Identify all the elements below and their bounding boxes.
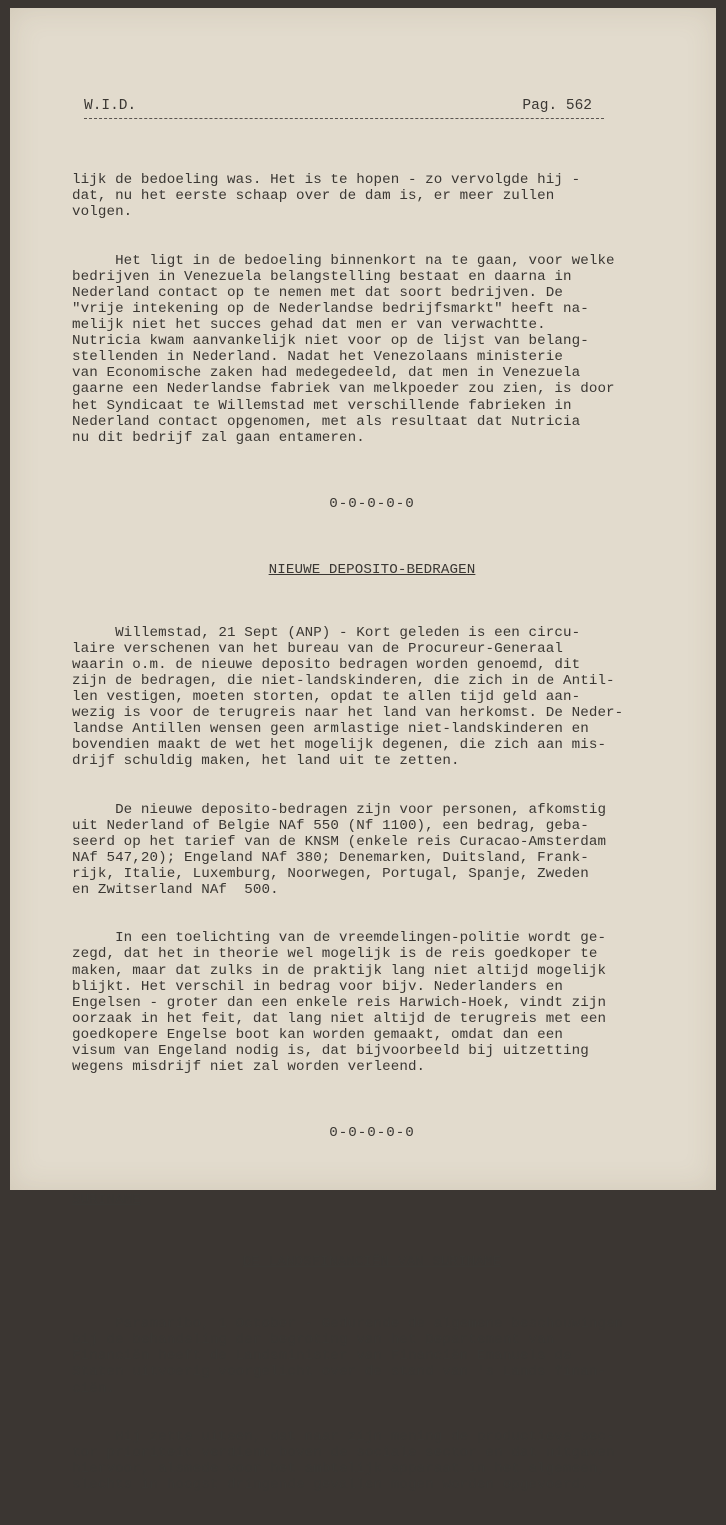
- document-page: [10, 8, 716, 1494]
- header-publication: W.I.D.: [84, 98, 137, 114]
- section-heading-suriname: SURINAME: [72, 1191, 141, 1208]
- header-rule: [84, 118, 604, 119]
- document-body: [72, 140, 672, 1525]
- article-heading-landsfinancien: DE LANDSFINANCIËN VAN SURINAME: [242, 1253, 502, 1270]
- paragraph-continuation: lijk de bedoeling was. Het is te hopen - zo vervolgde hij - dat, nu het eerste schaap over de dam is, er meer zullen volgen.: [72, 172, 581, 221]
- paragraph-deposito-amounts: De nieuwe deposito-bedragen zijn voor personen, afkomstig uit Nederland of Belgie NAf 550 (Nf 1100), een bedrag, geba- seerd op het tarief van de KNSM (enkele reis Curacao-Amsterdam NAf 547,20); Engeland NAf 380; Denemarken, Duitsland, Frank- rijk, Italie, Luxemburg, Noorwegen, Portugal, Spanje, Zweden en Zwitserland NAf 500.: [72, 801, 607, 899]
- separator: 0-0-0-0-0: [329, 495, 415, 512]
- separator: 0-0-0-0-0: [329, 1125, 415, 1142]
- paragraph-deposito-explanation: In een toelichting van de vreemdelingen-politie wordt ge- zegd, dat het in theorie wel mogelijk is de reis goedkoper te maken, maar dat zulks in de praktijk lang niet altijd mogelijk blijkt. Het verschil in bedrag voor bijv. Nederlanders en Engelsen - groter dan een enkele reis Harwich-Hoek, vindt zijn oorzaak in het feit, dat lang niet altijd de terugreis met een goedkopere Engelse boot kan worden gemaakt, omdat dan een visum van Engeland nodig is, dat bijvoorbeeld bij uitzetting wegens misdrijf niet zal worden verleend.: [72, 930, 607, 1076]
- header-page-number: Pag. 562: [522, 98, 592, 114]
- page-header: [84, 98, 604, 122]
- paragraph-deposito-intro: Willemstad, 21 Sept (ANP) - Kort geleden is een circu- laire verschenen van het bureau van de Procureur-Generaal waarin o.m. de nieuwe deposito bedragen worden genoemd, dit zijn de bedragen, die niet-landskinderen, die zich in de Antil- len vestigen, moeten storten, opdat te allen tijd geld aan- wezig is voor de terugreis naar het land van herkomst. De Neder- landse Antillen wensen geen armlastige niet-landskinderen en bovendien maakt de wet het mogelijk degenen, die zich aan mis- drijf schuldig maken, het land uit te zetten.: [72, 624, 624, 770]
- paragraph-landsfinancien-sector: Hij zette uiteen, dat naar zijn mening de productieve sec- tor prioriteit verdient boven de sociale sector en dat uitgaven hiervoor, alsmede voor het ambtelijk apparaat in het algemeen, slechts in hoogst dringende gevallen mogen worden opgevoerd.: [72, 1428, 615, 1494]
- paragraph-landsfinancien-intro: Paramaribo, 1 October - Gedurende de algemene beschouwingen bij de behandeling der begroting van het Departement van Financiën heeft de Landsminister van Financiën Emanuels de Staten uitvoerig voorgelicht over de stand van 's Lands finan- ciën.: [72, 1316, 624, 1397]
- paragraph-nutricia: Het ligt in de bedoeling binnenkort na te gaan, voor welke bedrijven in Venezuela belangstelling bestaat en daarna in Nederland contact op te nemen met dat soort bedrijven. De "vrije intekening op de Nederlandse bedrijfsmarkt" heeft na- melijk niet het succes gehad dat men er van verwachtte. Nutricia kwam aanvankelijk niet voor op de lijst van belang- stellenden in Nederland. Nadat het Venezolaans ministerie van Economische zaken had medegedeeld, dat men in Venezuela gaarne een Nederlandse fabriek van melkpoeder zou zien, is door het Syndicaat te Willemstad met verschillende fabrieken in Nederland contact opgenomen, met als resultaat dat Nutricia nu dit bedrijf zal gaan entameren.: [72, 252, 615, 446]
- article-heading-deposito: NIEUWE DEPOSITO-BEDRAGEN: [268, 562, 476, 579]
